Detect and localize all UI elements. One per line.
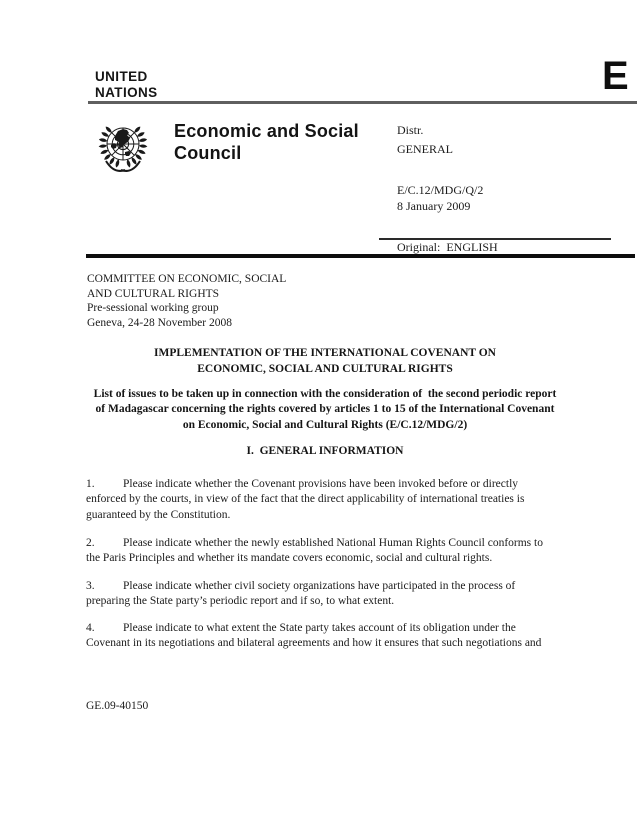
paragraph-number: 1. — [86, 478, 95, 490]
section-heading-text: I. GENERAL INFORMATION — [246, 445, 404, 457]
paragraph-line: preparing the State party’s periodic report and if so, to what extent. — [86, 595, 395, 608]
paragraph-line: Please indicate to what extent the State party takes account of its obligation under the — [123, 622, 516, 634]
document-title-line2: ECONOMIC, SOCIAL AND CULTURAL RIGHTS — [197, 362, 453, 375]
council-title-line2: Council — [174, 142, 242, 163]
document-symbol: E/C.12/MDG/Q/2 — [397, 183, 484, 197]
united-nations-line2: NATIONS — [95, 84, 158, 100]
document-series-letter: E — [602, 54, 629, 98]
footer-job-number: GE.09-40150 — [86, 700, 149, 712]
paragraph-line: Please indicate whether the Covenant provisions have been invoked before or directly — [123, 478, 519, 490]
masthead-separator-bar — [86, 254, 635, 258]
committee-name-line1: COMMITTEE ON ECONOMIC, SOCIAL — [87, 273, 287, 285]
council-title-line1: Economic and Social — [174, 121, 359, 141]
paragraph-line: Covenant in its negotiations and bilateral agreements and how it ensures that such negotiations and — [86, 637, 542, 650]
paragraph-4 — [86, 621, 541, 652]
section-heading — [85, 444, 565, 460]
paragraph-line: Please indicate whether civil society organizations have participated in the process of — [123, 580, 516, 592]
document-date: 8 January 2009 — [397, 198, 471, 213]
working-group-line: Pre-sessional working group — [87, 302, 219, 315]
session-location-dates: Geneva, 24-28 November 2008 — [87, 316, 232, 329]
session-block — [87, 272, 286, 330]
paragraph-line: Please indicate whether the newly established National Human Rights Council conforms to — [123, 537, 543, 549]
committee-name-line2: AND CULTURAL RIGHTS — [87, 287, 220, 300]
document-symbol-block — [397, 183, 483, 214]
united-nations-line1: UNITED — [95, 69, 148, 84]
paragraph-line: guaranteed by the Constitution. — [86, 508, 231, 521]
document-subtitle — [85, 387, 565, 433]
document-subtitle-line1: List of issues to be taken up in connection with the consideration of the second periodic report — [93, 388, 557, 400]
paragraph-2 — [86, 536, 543, 567]
paragraph-line: the Paris Principles and whether its mandate covers economic, social and cultural rights. — [86, 552, 493, 565]
document-title-line1: IMPLEMENTATION OF THE INTERNATIONAL COVENANT ON — [154, 347, 496, 359]
distribution-block — [397, 121, 453, 158]
document-subtitle-line3: on Economic, Social and Cultural Rights (E/C.12/MDG/2) — [182, 418, 468, 431]
united-nations-wordmark — [95, 69, 158, 101]
paragraph-number: 4. — [86, 622, 95, 634]
paragraph-3 — [86, 579, 515, 610]
paragraph-number: 2. — [86, 537, 95, 549]
council-title — [174, 121, 359, 164]
document-title — [85, 346, 565, 377]
paragraph-1 — [86, 477, 524, 523]
un-emblem-icon — [92, 118, 154, 176]
paragraph-number: 3. — [86, 580, 95, 592]
paragraph-line: enforced by the courts, in view of the fact that the direct applicability of international treaties is — [86, 493, 525, 506]
distr-label: Distr. — [397, 123, 424, 137]
original-language: Original: ENGLISH — [397, 240, 498, 254]
masthead-rule — [88, 101, 637, 104]
distr-value: GENERAL — [397, 141, 453, 156]
document-subtitle-line2: of Madagascar concerning the rights covered by articles 1 to 15 of the International Covenant — [95, 403, 555, 416]
